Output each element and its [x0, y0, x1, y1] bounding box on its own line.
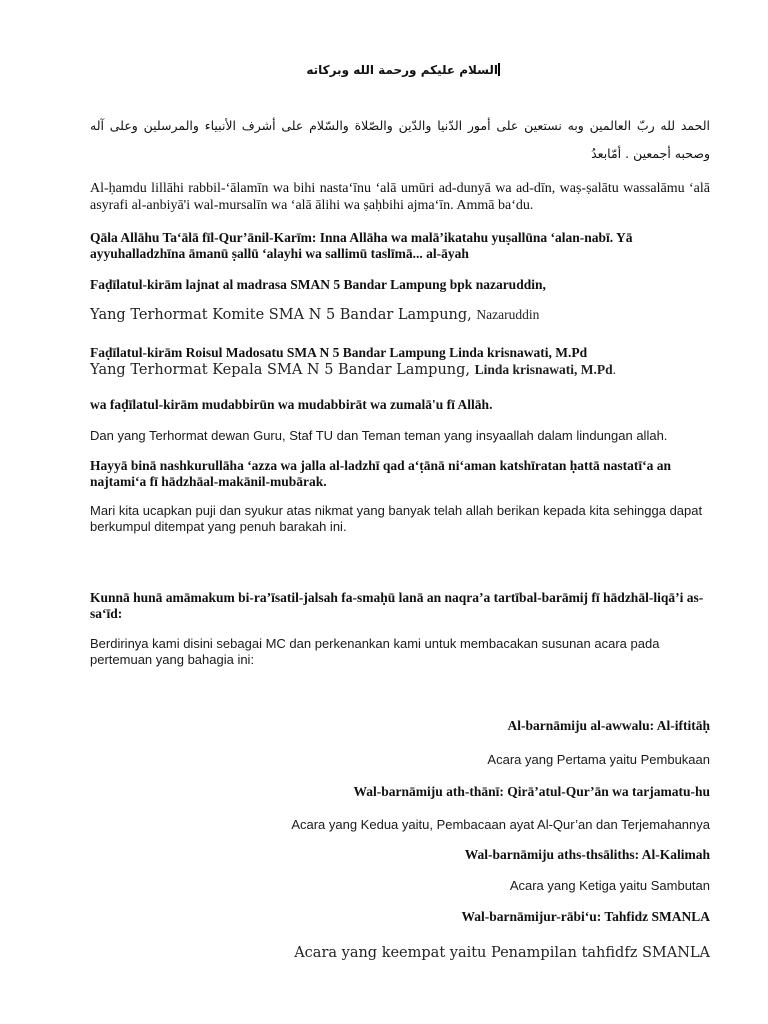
qala-paragraph: Qāla Allāhu Ta‘ālā fīl-Qur’ānil-Karīm: Inna Allāha wa malā’ikatahu yuṣallūna ‘alan-nabī. Yā ayyuhalladzhīna āmanū ṣallū ‘alayhi wa sallimū taslīmā... al-āyah: [90, 230, 633, 261]
yth-komite-line: [90, 306, 710, 324]
program-3-arabic: Wal-barnāmiju aths-thsāliths: Al-Kalimah: [464, 847, 710, 862]
yth-kepala-line: [90, 361, 710, 379]
arabic-opening: الحمد لله ربّ العالمين وبه نستعين على أمور الدّنيا والدّين والصّلاة والسّلام على أشرف الأنبياء والمرسلين وعلى آله وصحبه أجمعين . أمّابعدُ: [90, 118, 710, 161]
text-cursor-bar: [498, 63, 500, 76]
yth-kepala-name: Linda krisnawati, M.Pd: [474, 362, 613, 377]
fadilatul-kepala: Faḍīlatul-kirām Roisul Madosatu SMA N 5 Bandar Lampung Linda krisnawati, M.Pd: [90, 345, 588, 360]
opening-transliteration: Al-ḥamdu lillāhi rabbil-‘ālamīn wa bihi nasta‘īnu ‘alā umūri ad-dunyā wa ad-dīn, waṣ-ṣalātu wassalāmu ‘alā asyrafi al-anbiyā'i wal-mursalīn wa ‘alā ālihi wa ṣaḥbihi ajma‘īn. Ammā ba‘du.: [90, 181, 710, 213]
salam-heading: السلام عليكم ورحمة الله وبركاته: [306, 63, 498, 77]
dan-yang-terhormat: Dan yang Terhormat dewan Guru, Staf TU dan Teman teman yang insyaallah dalam lindungan allah.: [90, 428, 668, 443]
fadilatul-mudabbirun: wa faḍīlatul-kirām mudabbirūn wa mudabbirāt wa zumalā'u fī Allāh.: [90, 397, 493, 412]
program-1-indonesian: Acara yang Pertama yaitu Pembukaan: [487, 752, 710, 767]
hayya-paragraph: Hayyā binā nashkurullāha ‘azza wa jalla al-ladzhī qad a‘ṭānā ni‘aman katshīratan ḥattā nastatī‘a an najtami‘a fī hādzhāal-makānil-mubārak.: [90, 458, 671, 489]
yth-kepala-period: .: [612, 362, 617, 377]
program-2-arabic: Wal-barnāmiju ath-thānī: Qirā’atul-Qur’ān wa tarjamatu-hu: [353, 784, 710, 799]
mari-paragraph: Mari kita ucapkan puji dan syukur atas nikmat yang banyak telah allah berikan kepada kita sehingga dapat berkumpul ditempat yang penuh barakah ini.: [90, 503, 703, 534]
kunna-paragraph: Kunnā hunā amāmakum bi-ra’īsatil-jalsah fa-smaḥū lanā an naqra’a tartībal-barāmij fī hādzhāl-liqā’i as-sa‘īd:: [90, 590, 704, 621]
program-1-arabic: Al-barnāmiju al-awwalu: Al-iftitāḥ: [507, 718, 710, 733]
yth-kepala-text: Yang Terhormat Kepala SMA N 5 Bandar Lampung,: [90, 362, 471, 378]
program-4-arabic: Wal-barnāmijur-rābi‘u: Tahfidz SMANLA: [461, 909, 710, 924]
berdirinya-paragraph: Berdirinya kami disini sebagai MC dan perkenankan kami untuk membacakan susunan acara pada pertemuan yang bahagia ini:: [90, 636, 660, 667]
program-3-indonesian: Acara yang Ketiga yaitu Sambutan: [509, 878, 710, 893]
program-2-indonesian: Acara yang Kedua yaitu, Pembacaan ayat Al-Qur’an dan Terjemahannya: [291, 817, 710, 832]
program-4-indonesian: Acara yang keempat yaitu Penampilan tahfidfz SMANLA: [294, 945, 710, 961]
yth-komite-name: Nazaruddin: [476, 307, 540, 322]
fadilatul-komite: Faḍīlatul-kirām lajnat al madrasa SMAN 5 Bandar Lampung bpk nazaruddin,: [90, 277, 546, 292]
yth-komite-text: Yang Terhormat Komite SMA N 5 Bandar Lampung,: [90, 307, 472, 323]
